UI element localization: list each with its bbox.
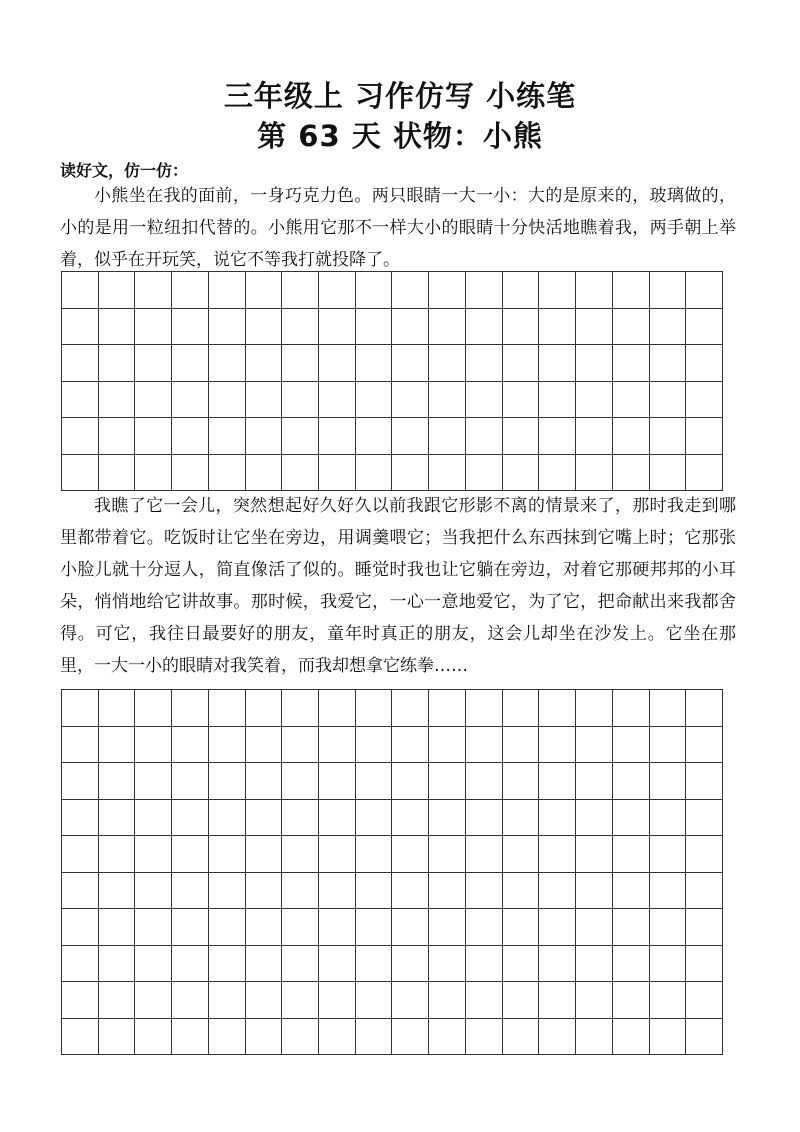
grid-cell[interactable] (539, 873, 576, 910)
grid-cell[interactable] (613, 418, 650, 455)
grid-cell[interactable] (686, 690, 723, 727)
grid-cell[interactable] (209, 909, 246, 946)
grid-cell[interactable] (576, 272, 613, 309)
grid-cell[interactable] (392, 909, 429, 946)
grid-cell[interactable] (319, 800, 356, 837)
grid-cell[interactable] (650, 946, 687, 983)
grid-cell[interactable] (135, 727, 172, 764)
grid-cell[interactable] (576, 727, 613, 764)
grid-cell[interactable] (576, 455, 613, 492)
grid-cell[interactable] (246, 382, 283, 419)
grid-cell[interactable] (466, 1019, 503, 1056)
grid-cell[interactable] (650, 727, 687, 764)
grid-cell[interactable] (62, 455, 99, 492)
grid-cell[interactable] (503, 345, 540, 382)
grid-cell[interactable] (282, 309, 319, 346)
grid-cell[interactable] (576, 382, 613, 419)
grid-cell[interactable] (135, 418, 172, 455)
grid-cell[interactable] (429, 272, 466, 309)
grid-cell[interactable] (319, 727, 356, 764)
grid-cell[interactable] (466, 272, 503, 309)
grid-cell[interactable] (99, 309, 136, 346)
grid-cell[interactable] (650, 909, 687, 946)
grid-cell[interactable] (135, 836, 172, 873)
grid-cell[interactable] (539, 1019, 576, 1056)
grid-cell[interactable] (356, 418, 393, 455)
grid-cell[interactable] (319, 382, 356, 419)
grid-cell[interactable] (576, 690, 613, 727)
grid-cell[interactable] (650, 800, 687, 837)
grid-cell[interactable] (135, 382, 172, 419)
grid-cell[interactable] (503, 1019, 540, 1056)
grid-cell[interactable] (503, 727, 540, 764)
grid-cell[interactable] (209, 1019, 246, 1056)
grid-cell[interactable] (282, 982, 319, 1019)
grid-cell[interactable] (282, 727, 319, 764)
grid-cell[interactable] (209, 873, 246, 910)
grid-cell[interactable] (99, 418, 136, 455)
grid-cell[interactable] (392, 727, 429, 764)
grid-cell[interactable] (62, 763, 99, 800)
grid-cell[interactable] (62, 982, 99, 1019)
grid-cell[interactable] (209, 946, 246, 983)
grid-cell[interactable] (539, 272, 576, 309)
grid-cell[interactable] (282, 345, 319, 382)
grid-cell[interactable] (686, 418, 723, 455)
grid-cell[interactable] (686, 836, 723, 873)
grid-cell[interactable] (172, 690, 209, 727)
grid-cell[interactable] (466, 455, 503, 492)
grid-cell[interactable] (650, 763, 687, 800)
grid-cell[interactable] (686, 763, 723, 800)
grid-cell[interactable] (62, 345, 99, 382)
grid-cell[interactable] (99, 800, 136, 837)
grid-cell[interactable] (282, 455, 319, 492)
grid-cell[interactable] (429, 873, 466, 910)
grid-cell[interactable] (209, 836, 246, 873)
grid-cell[interactable] (62, 1019, 99, 1056)
grid-cell[interactable] (503, 763, 540, 800)
grid-cell[interactable] (576, 800, 613, 837)
grid-cell[interactable] (62, 418, 99, 455)
grid-cell[interactable] (246, 272, 283, 309)
grid-cell[interactable] (356, 690, 393, 727)
grid-cell[interactable] (172, 727, 209, 764)
grid-cell[interactable] (209, 272, 246, 309)
grid-cell[interactable] (686, 382, 723, 419)
grid-cell[interactable] (466, 946, 503, 983)
grid-cell[interactable] (392, 690, 429, 727)
grid-cell[interactable] (99, 982, 136, 1019)
grid-cell[interactable] (62, 272, 99, 309)
grid-cell[interactable] (282, 382, 319, 419)
grid-cell[interactable] (429, 763, 466, 800)
grid-cell[interactable] (392, 1019, 429, 1056)
grid-cell[interactable] (466, 800, 503, 837)
grid-cell[interactable] (282, 1019, 319, 1056)
grid-cell[interactable] (172, 836, 209, 873)
grid-cell[interactable] (686, 946, 723, 983)
grid-cell[interactable] (356, 272, 393, 309)
grid-cell[interactable] (539, 309, 576, 346)
grid-cell[interactable] (135, 909, 172, 946)
grid-cell[interactable] (613, 836, 650, 873)
grid-cell[interactable] (172, 873, 209, 910)
grid-cell[interactable] (650, 309, 687, 346)
grid-cell[interactable] (429, 727, 466, 764)
grid-cell[interactable] (356, 455, 393, 492)
grid-cell[interactable] (576, 946, 613, 983)
grid-cell[interactable] (466, 690, 503, 727)
grid-cell[interactable] (135, 345, 172, 382)
grid-cell[interactable] (99, 345, 136, 382)
grid-cell[interactable] (650, 382, 687, 419)
grid-cell[interactable] (319, 309, 356, 346)
grid-cell[interactable] (172, 946, 209, 983)
grid-cell[interactable] (392, 382, 429, 419)
grid-cell[interactable] (466, 909, 503, 946)
grid-cell[interactable] (172, 800, 209, 837)
grid-cell[interactable] (319, 455, 356, 492)
grid-cell[interactable] (503, 946, 540, 983)
section-heading: 读好文，仿一仿： (60, 161, 189, 180)
grid-cell[interactable] (503, 836, 540, 873)
grid-cell[interactable] (613, 309, 650, 346)
grid-cell[interactable] (209, 382, 246, 419)
grid-cell[interactable] (650, 345, 687, 382)
grid-cell[interactable] (429, 455, 466, 492)
grid-cell[interactable] (99, 763, 136, 800)
grid-cell[interactable] (466, 763, 503, 800)
grid-cell[interactable] (613, 345, 650, 382)
grid-cell[interactable] (686, 727, 723, 764)
grid-cell[interactable] (356, 382, 393, 419)
grid-cell[interactable] (429, 946, 466, 983)
grid-cell[interactable] (246, 345, 283, 382)
grid-cell[interactable] (319, 836, 356, 873)
grid-cell[interactable] (539, 455, 576, 492)
grid-cell[interactable] (282, 909, 319, 946)
grid-cell[interactable] (62, 800, 99, 837)
grid-cell[interactable] (392, 836, 429, 873)
grid-cell[interactable] (650, 836, 687, 873)
grid-cell[interactable] (319, 272, 356, 309)
grid-cell[interactable] (135, 272, 172, 309)
grid-cell[interactable] (466, 418, 503, 455)
grid-cell[interactable] (539, 727, 576, 764)
grid-cell[interactable] (99, 946, 136, 983)
grid-cell[interactable] (650, 873, 687, 910)
grid-cell[interactable] (686, 909, 723, 946)
grid-cell[interactable] (539, 836, 576, 873)
grid-cell[interactable] (172, 1019, 209, 1056)
grid-cell[interactable] (429, 1019, 466, 1056)
grid-cell[interactable] (613, 455, 650, 492)
grid-cell[interactable] (246, 763, 283, 800)
grid-cell[interactable] (392, 946, 429, 983)
grid-cell[interactable] (282, 946, 319, 983)
grid-cell[interactable] (282, 763, 319, 800)
grid-cell[interactable] (686, 1019, 723, 1056)
grid-cell[interactable] (319, 982, 356, 1019)
grid-cell[interactable] (99, 382, 136, 419)
grid-cell[interactable] (576, 909, 613, 946)
grid-cell[interactable] (576, 836, 613, 873)
grid-cell[interactable] (613, 272, 650, 309)
grid-cell[interactable] (99, 690, 136, 727)
grid-cell[interactable] (613, 982, 650, 1019)
grid-cell[interactable] (209, 763, 246, 800)
grid-cell[interactable] (99, 1019, 136, 1056)
grid-cell[interactable] (99, 836, 136, 873)
grid-cell[interactable] (466, 982, 503, 1019)
grid-cell[interactable] (539, 418, 576, 455)
grid-cell[interactable] (246, 909, 283, 946)
grid-cell[interactable] (392, 309, 429, 346)
grid-cell[interactable] (392, 982, 429, 1019)
grid-cell[interactable] (246, 309, 283, 346)
grid-cell[interactable] (576, 1019, 613, 1056)
grid-cell[interactable] (650, 1019, 687, 1056)
grid-cell[interactable] (466, 309, 503, 346)
grid-cell[interactable] (392, 272, 429, 309)
grid-cell[interactable] (503, 982, 540, 1019)
grid-cell[interactable] (62, 727, 99, 764)
grid-cell[interactable] (429, 345, 466, 382)
grid-cell[interactable] (319, 1019, 356, 1056)
grid-cell[interactable] (246, 873, 283, 910)
grid-cell[interactable] (539, 909, 576, 946)
grid-cell[interactable] (392, 455, 429, 492)
grid-cell[interactable] (282, 873, 319, 910)
grid-cell[interactable] (135, 455, 172, 492)
grid-cell[interactable] (576, 763, 613, 800)
grid-cell[interactable] (209, 727, 246, 764)
grid-cell[interactable] (209, 982, 246, 1019)
grid-cell[interactable] (172, 418, 209, 455)
grid-cell[interactable] (246, 690, 283, 727)
grid-cell[interactable] (99, 727, 136, 764)
grid-cell[interactable] (135, 309, 172, 346)
grid-cell[interactable] (62, 690, 99, 727)
grid-cell[interactable] (356, 909, 393, 946)
grid-cell[interactable] (209, 800, 246, 837)
grid-cell[interactable] (62, 909, 99, 946)
worksheet-subtitle: 第 63 天 状物：小熊 (257, 119, 543, 153)
grid-cell[interactable] (99, 873, 136, 910)
grid-cell[interactable] (246, 727, 283, 764)
grid-cell[interactable] (282, 800, 319, 837)
grid-cell[interactable] (613, 382, 650, 419)
grid-cell[interactable] (246, 836, 283, 873)
grid-cell[interactable] (319, 345, 356, 382)
grid-cell[interactable] (576, 982, 613, 1019)
grid-cell[interactable] (246, 946, 283, 983)
grid-cell[interactable] (209, 690, 246, 727)
grid-cell[interactable] (429, 909, 466, 946)
grid-cell[interactable] (282, 418, 319, 455)
grid-cell[interactable] (429, 382, 466, 419)
grid-cell[interactable] (539, 382, 576, 419)
grid-cell[interactable] (246, 418, 283, 455)
grid-cell[interactable] (99, 272, 136, 309)
grid-cell[interactable] (246, 800, 283, 837)
grid-cell[interactable] (282, 690, 319, 727)
grid-cell[interactable] (429, 418, 466, 455)
grid-cell[interactable] (686, 873, 723, 910)
grid-cell[interactable] (686, 982, 723, 1019)
grid-cell[interactable] (686, 800, 723, 837)
grid-cell[interactable] (650, 982, 687, 1019)
grid-cell[interactable] (209, 455, 246, 492)
grid-cell[interactable] (135, 946, 172, 983)
grid-cell[interactable] (62, 382, 99, 419)
worksheet-title: 三年级上 习作仿写 小练笔 (223, 79, 577, 113)
grid-cell[interactable] (503, 800, 540, 837)
grid-cell[interactable] (172, 763, 209, 800)
grid-cell[interactable] (172, 455, 209, 492)
grid-cell[interactable] (356, 727, 393, 764)
grid-cell[interactable] (613, 873, 650, 910)
grid-cell[interactable] (62, 873, 99, 910)
grid-cell[interactable] (392, 418, 429, 455)
grid-cell[interactable] (429, 836, 466, 873)
grid-cell[interactable] (613, 909, 650, 946)
grid-cell[interactable] (686, 309, 723, 346)
grid-cell[interactable] (613, 727, 650, 764)
grid-cell[interactable] (503, 873, 540, 910)
grid-cell[interactable] (539, 690, 576, 727)
grid-cell[interactable] (650, 455, 687, 492)
grid-cell[interactable] (392, 873, 429, 910)
grid-cell[interactable] (319, 946, 356, 983)
grid-cell[interactable] (356, 345, 393, 382)
reading-passage-2: 我瞧了它一会儿，突然想起好久好久以前我跟它形影不离的情景来了，那时我走到哪里都带着它。吃饭时让它坐在旁边，用调羹喂它；当我把什么东西抹到它嘴上时；它那张小脸儿就十分逗人，简直像活了似的。睡觉时我也让它躺在旁边，对着它那硬邦邦的小耳朵，悄悄地给它讲故事。那时候，我爱它，一心一意地爱它，为了它，把命献出来我都舍得。可它，我往日最要好的朋友，童年时真正的朋友，这会儿却坐在沙发上。它坐在那里，一大一小的眼睛对我笑着，而我却想拿它练拳…… (60, 496, 736, 676)
grid-cell[interactable] (650, 690, 687, 727)
grid-cell[interactable] (613, 946, 650, 983)
grid-cell[interactable] (613, 690, 650, 727)
grid-cell[interactable] (99, 909, 136, 946)
grid-cell[interactable] (319, 909, 356, 946)
grid-cell[interactable] (466, 727, 503, 764)
grid-cell[interactable] (686, 455, 723, 492)
grid-cell[interactable] (356, 800, 393, 837)
grid-cell[interactable] (686, 345, 723, 382)
grid-cell[interactable] (172, 382, 209, 419)
grid-cell[interactable] (613, 800, 650, 837)
grid-cell[interactable] (209, 309, 246, 346)
grid-cell[interactable] (172, 982, 209, 1019)
grid-cell[interactable] (429, 309, 466, 346)
grid-cell[interactable] (466, 345, 503, 382)
grid-cell[interactable] (539, 763, 576, 800)
grid-cell[interactable] (503, 909, 540, 946)
grid-cell[interactable] (319, 873, 356, 910)
grid-cell[interactable] (172, 309, 209, 346)
grid-cell[interactable] (172, 272, 209, 309)
grid-cell[interactable] (135, 800, 172, 837)
grid-cell[interactable] (466, 382, 503, 419)
grid-cell[interactable] (539, 345, 576, 382)
grid-cell[interactable] (503, 382, 540, 419)
reading-passage-1: 小熊坐在我的面前，一身巧克力色。两只眼睛一大一小：大的是原来的，玻璃做的，小的是用一粒纽扣代替的。小熊用它那不一样大小的眼睛十分快活地瞧着我，两手朝上举着，似乎在开玩笑，说它不等我打就投降了。 (60, 186, 736, 270)
grid-cell[interactable] (246, 1019, 283, 1056)
grid-cell[interactable] (246, 455, 283, 492)
grid-cell[interactable] (99, 455, 136, 492)
writing-grid-2[interactable] (61, 689, 723, 1055)
grid-cell[interactable] (135, 1019, 172, 1056)
grid-cell[interactable] (356, 946, 393, 983)
grid-cell[interactable] (392, 345, 429, 382)
grid-cell[interactable] (209, 345, 246, 382)
grid-cell[interactable] (539, 982, 576, 1019)
grid-cell[interactable] (539, 946, 576, 983)
grid-cell[interactable] (209, 418, 246, 455)
grid-cell[interactable] (356, 309, 393, 346)
grid-cell[interactable] (392, 800, 429, 837)
grid-cell[interactable] (135, 763, 172, 800)
grid-cell[interactable] (172, 345, 209, 382)
grid-cell[interactable] (576, 418, 613, 455)
grid-cell[interactable] (429, 982, 466, 1019)
grid-cell[interactable] (356, 763, 393, 800)
grid-cell[interactable] (356, 1019, 393, 1056)
grid-cell[interactable] (356, 873, 393, 910)
grid-cell[interactable] (356, 982, 393, 1019)
grid-cell[interactable] (356, 836, 393, 873)
grid-cell[interactable] (135, 690, 172, 727)
grid-cell[interactable] (539, 800, 576, 837)
grid-cell[interactable] (319, 763, 356, 800)
grid-cell[interactable] (62, 309, 99, 346)
grid-cell[interactable] (172, 909, 209, 946)
grid-cell[interactable] (135, 873, 172, 910)
grid-cell[interactable] (62, 836, 99, 873)
grid-cell[interactable] (246, 982, 283, 1019)
grid-cell[interactable] (650, 272, 687, 309)
grid-cell[interactable] (282, 272, 319, 309)
grid-cell[interactable] (319, 690, 356, 727)
grid-cell[interactable] (429, 690, 466, 727)
grid-cell[interactable] (576, 309, 613, 346)
grid-cell[interactable] (466, 873, 503, 910)
grid-cell[interactable] (466, 836, 503, 873)
grid-cell[interactable] (282, 836, 319, 873)
grid-cell[interactable] (613, 763, 650, 800)
grid-cell[interactable] (650, 418, 687, 455)
grid-cell[interactable] (576, 345, 613, 382)
grid-cell[interactable] (503, 272, 540, 309)
grid-cell[interactable] (576, 873, 613, 910)
grid-cell[interactable] (503, 309, 540, 346)
grid-cell[interactable] (392, 763, 429, 800)
grid-cell[interactable] (319, 418, 356, 455)
grid-cell[interactable] (62, 946, 99, 983)
grid-cell[interactable] (135, 982, 172, 1019)
grid-cell[interactable] (503, 455, 540, 492)
grid-cell[interactable] (503, 418, 540, 455)
grid-cell[interactable] (503, 690, 540, 727)
writing-grid-1[interactable] (61, 271, 723, 491)
grid-cell[interactable] (613, 1019, 650, 1056)
grid-cell[interactable] (686, 272, 723, 309)
grid-cell[interactable] (429, 800, 466, 837)
